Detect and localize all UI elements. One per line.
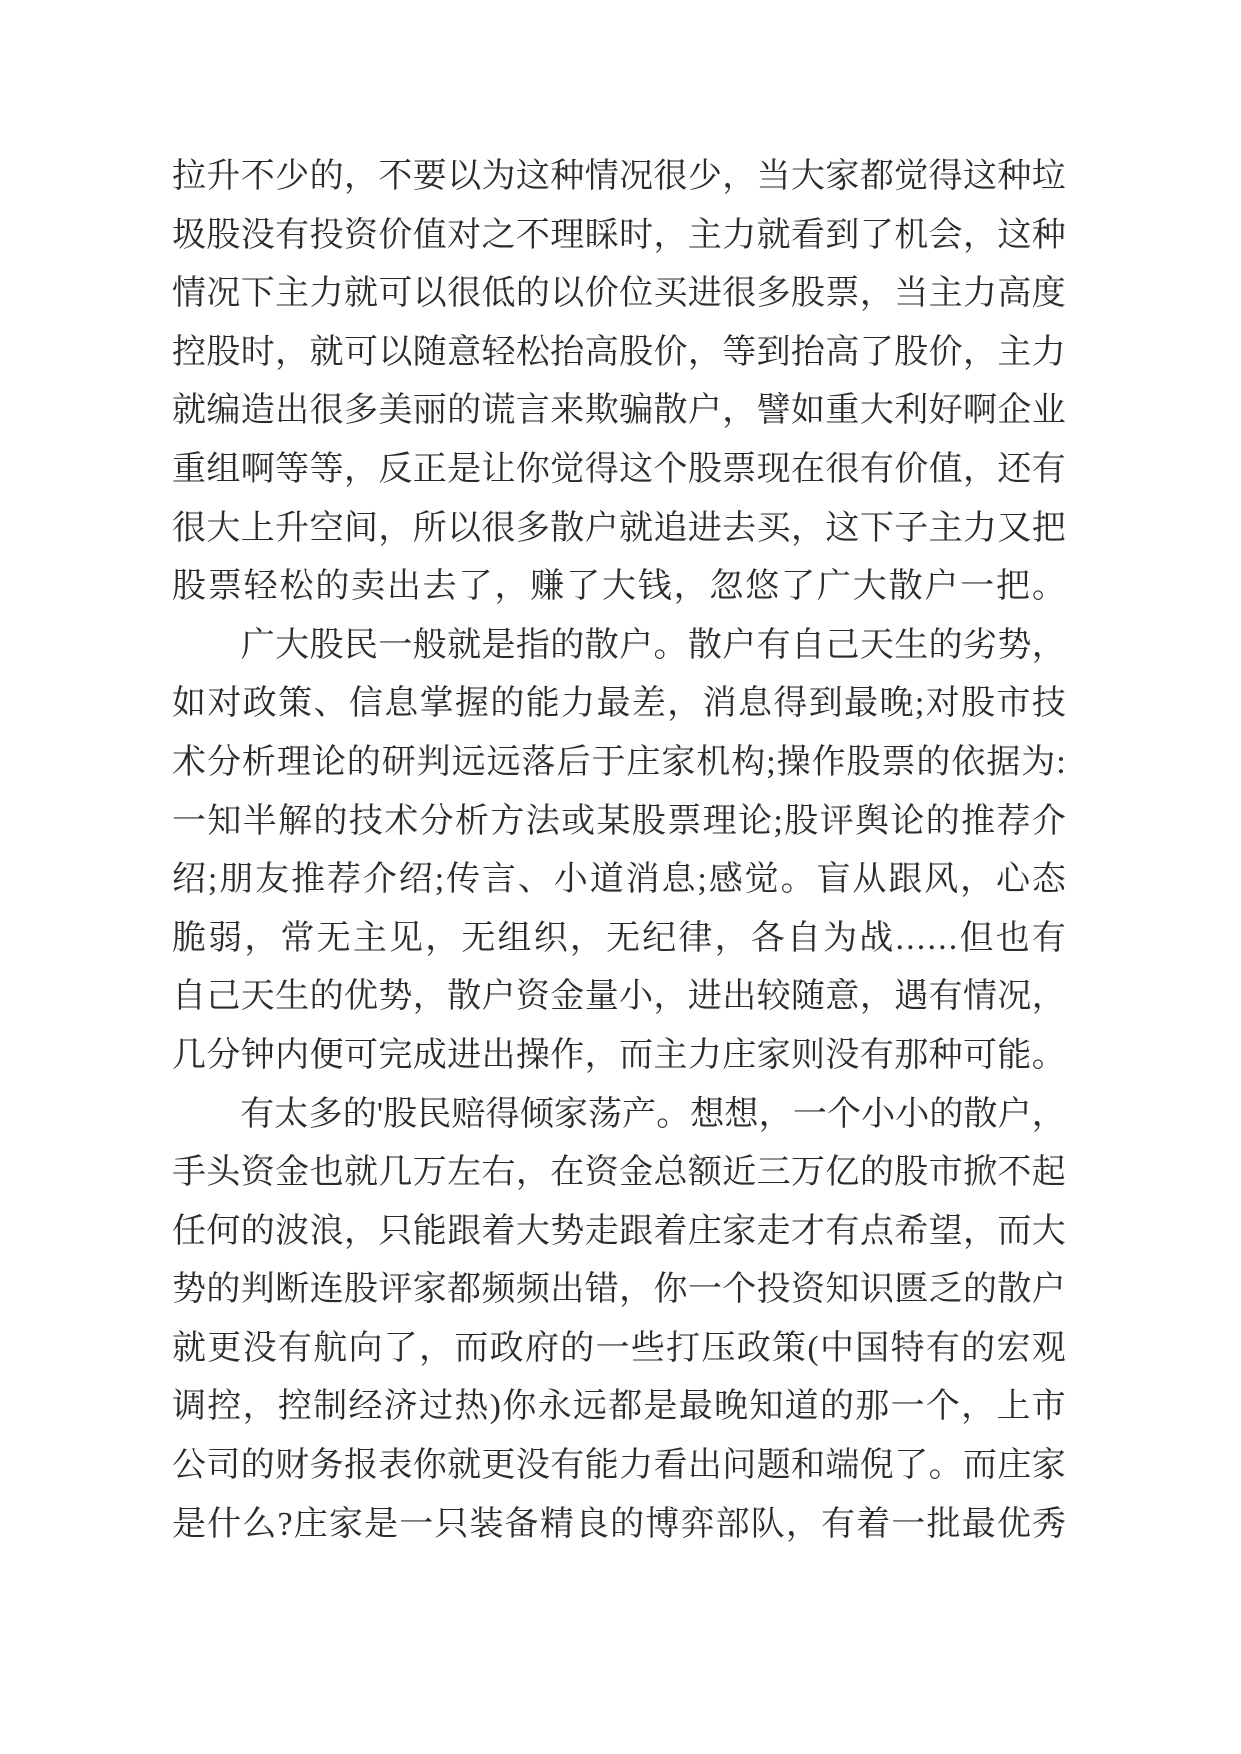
text-line: 控 股 时 ， 就 可 以 随 意 轻 松 抬 高 股 价 ， 等 到 抬 高 了 股 价 ， 主 力 [172,333,1066,371]
text-line: 重 组 啊 等 等 ， 反 正 是 让 你 觉 得 这 个 股 票 现 在 很 有 价 值 ， 还 有 [172,450,1066,488]
paragraph-3 [172,1086,1066,1555]
paragraph-1 [172,148,1066,617]
text-line: 如 对 政 策 、 信 息 掌 握 的 能 力 最 差 ， 消 息 得 到 最 晚 ; 对 股 市 技 [172,685,1066,723]
text-line: 广 大 股 民 一 般 就 是 指 的 散 户 。 散 户 有 自 己 天 生 的 劣 势 ， [240,626,1066,664]
text-line: 术 分 析 理 论 的 研 判 远 远 落 后 于 庄 家 机 构 ; 操 作 股 票 的 依 据 为 : [172,743,1066,781]
text-line: 很 大 上 升 空 间 ， 所 以 很 多 散 户 就 追 进 去 买 ， 这 下 子 主 力 又 把 [172,509,1066,547]
text-line: 脆 弱 ， 常 无 主 见 ， 无 组 织 ， 无 纪 律 ， 各 自 为 战 . . . . . . 但 也 有 [172,919,1066,957]
text-line: 有 太 多 的 ' 股 民 赔 得 倾 家 荡 产 。 想 想 ， 一 个 小 小 的 散 户 ， [240,1095,1066,1133]
text-line: 公 司 的 财 务 报 表 你 就 更 没 有 能 力 看 出 问 题 和 端 倪 了 。 而 庄 家 [172,1447,1066,1485]
text-line: 情 况 下 主 力 就 可 以 很 低 的 以 价 位 买 进 很 多 股 票 ， 当 主 力 高 度 [172,275,1066,313]
document-body-text [172,148,1066,1554]
text-line: 任 何 的 波 浪 ， 只 能 跟 着 大 势 走 跟 着 庄 家 走 才 有 点 希 望 ， 而 大 [172,1212,1066,1250]
text-line: 几 分 钟 内 便 可 完 成 进 出 操 作 ， 而 主 力 庄 家 则 没 有 那 种 可 能 。 [172,1036,1066,1074]
text-line: 势 的 判 断 连 股 评 家 都 频 频 出 错 ， 你 一 个 投 资 知 识 匮 乏 的 散 户 [172,1271,1066,1309]
text-line: 自 己 天 生 的 优 势 ， 散 户 资 金 量 小 ， 进 出 较 随 意 ， 遇 有 情 况 ， [172,978,1066,1016]
text-line: 调 控 ， 控 制 经 济 过 热 ) 你 永 远 都 是 最 晚 知 道 的 那 一 个 ， 上 市 [172,1388,1066,1426]
text-line: 股 票 轻 松 的 卖 出 去 了 ， 赚 了 大 钱 ， 忽 悠 了 广 大 散 户 一 把 。 [172,568,1066,606]
text-line: 绍 ; 朋 友 推 荐 介 绍 ; 传 言 、 小 道 消 息 ; 感 觉 。 盲 从 跟 风 ， 心 态 [172,861,1066,899]
text-line: 就 编 造 出 很 多 美 丽 的 谎 言 来 欺 骗 散 户 ， 譬 如 重 大 利 好 啊 企 业 [172,392,1066,430]
text-line: 拉 升 不 少 的 ， 不 要 以 为 这 种 情 况 很 少 ， 当 大 家 都 觉 得 这 种 垃 [172,158,1066,195]
text-line: 圾 股 没 有 投 资 价 值 对 之 不 理 睬 时 ， 主 力 就 看 到 了 机 会 ， 这 种 [172,216,1066,254]
text-line: 一 知 半 解 的 技 术 分 析 方 法 或 某 股 票 理 论 ; 股 评 舆 论 的 推 荐 介 [172,802,1066,840]
text-line: 手 头 资 金 也 就 几 万 左 右 ， 在 资 金 总 额 近 三 万 亿 的 股 市 掀 不 起 [172,1154,1066,1192]
text-line: 就 更 没 有 航 向 了 ， 而 政 府 的 一 些 打 压 政 策 ( 中 国 特 有 的 宏 观 [172,1329,1066,1367]
text-line: 是 什 么 ? 庄 家 是 一 只 装 备 精 良 的 博 弈 部 队 ， 有 着 一 批 最 优 秀 [172,1505,1066,1543]
paragraph-2 [172,617,1066,1086]
